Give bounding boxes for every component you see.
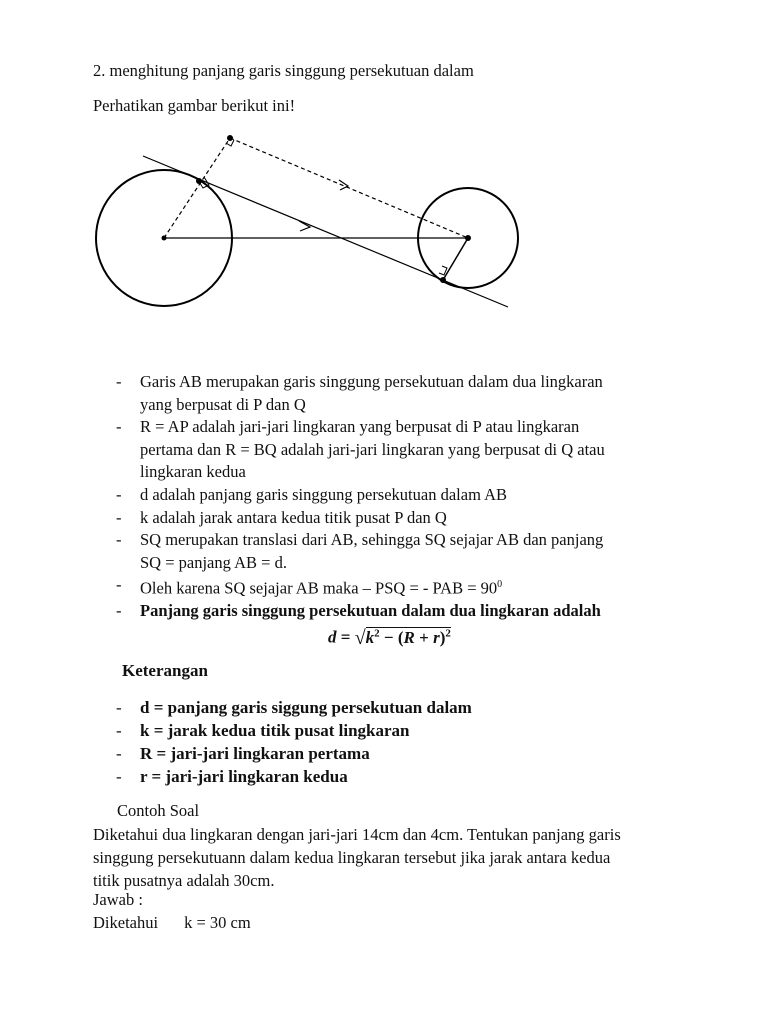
list-item: - d = panjang garis siggung persekutuan dalam	[116, 698, 472, 717]
diketahui-line: Diketahui k = 30 cm	[93, 913, 251, 932]
keterangan-title: Keterangan	[122, 661, 208, 680]
contoh-soal-text: Diketahui dua lingkaran dengan jari-jari 14cm dan 4cm. Tentukan panjang garis singgung persekutuann dalam kedua lingkaran tersebut jika jarak antara kedua titik pusatnya adalah 30cm.	[93, 825, 621, 890]
intro-text: Perhatikan gambar berikut ini!	[93, 96, 296, 115]
list-item: - r = jari-jari lingkaran kedua	[116, 767, 348, 786]
list-item: - R = AP adalah jari-jari lingkaran yang berpusat di P atau lingkaran pertama dan R = BQ adalah jari-jari lingkaran yang berpusat di Q atau lingkaran kedua	[116, 417, 605, 482]
point-q	[465, 235, 471, 241]
point-b	[440, 277, 446, 283]
list-item: - k adalah jarak antara kedua titik pusat P dan Q	[116, 507, 447, 527]
keterangan-list	[116, 696, 472, 788]
radius-bq	[443, 238, 468, 280]
point-p	[162, 236, 167, 241]
jawab-label: Jawab :	[93, 890, 143, 909]
list-item: - SQ merupakan translasi dari AB, sehingga SQ sejajar AB dan panjang SQ = panjang AB = d.	[116, 530, 604, 572]
list-item: - Oleh karena SQ sejajar AB maka – PSQ = - PAB = $90^0$	[116, 575, 503, 598]
list-item-bold: - Panjang garis singgung persekutuan dalam dua lingkaran adalah	[116, 601, 601, 621]
dashed-line-sq	[230, 138, 468, 238]
formula: $d = √k^2 - (R + r)^2$	[328, 626, 451, 649]
point-a	[196, 178, 202, 184]
explanation-list	[116, 371, 676, 623]
list-item: - Garis AB merupakan garis singgung persekutuan dalam dua lingkaran yang berpusat di P dan Q	[116, 372, 603, 414]
list-item: - R = jari-jari lingkaran pertama	[116, 744, 370, 763]
contoh-soal-title: Contoh Soal	[117, 801, 200, 820]
point-s	[227, 135, 233, 141]
section-heading: 2. menghitung panjang garis singgung persekutuan dalam	[93, 61, 474, 80]
list-item: - k = jarak kedua titik pusat lingkaran	[116, 721, 410, 740]
list-item: - d adalah panjang garis singgung persekutuan dalam AB	[116, 484, 508, 504]
right-angle-b	[439, 266, 447, 275]
tangent-circles-figure	[0, 0, 768, 360]
